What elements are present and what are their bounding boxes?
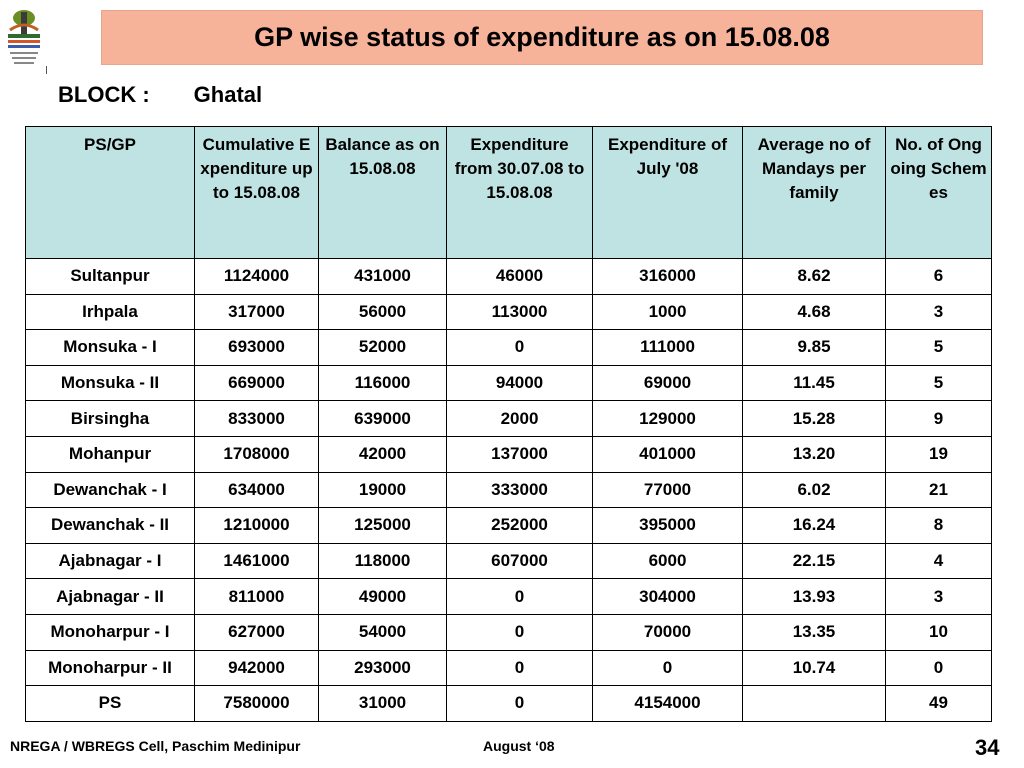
cell-expenditure-july: 111000 — [593, 330, 743, 366]
header-avg-mandays: Average no of Mandays per family — [743, 127, 886, 259]
cell-ps-gp: Monoharpur - II — [26, 650, 195, 686]
cell-expenditure-period: 46000 — [447, 259, 593, 295]
cell-ongoing-schemes: 10 — [886, 614, 992, 650]
cell-expenditure-july: 316000 — [593, 259, 743, 295]
cell-cumulative-expenditure: 627000 — [195, 614, 319, 650]
cell-balance: 49000 — [319, 579, 447, 615]
cell-ps-gp: Dewanchak - II — [26, 508, 195, 544]
cell-avg-mandays: 8.62 — [743, 259, 886, 295]
cell-balance: 116000 — [319, 365, 447, 401]
cell-expenditure-period: 137000 — [447, 436, 593, 472]
cell-expenditure-period: 333000 — [447, 472, 593, 508]
cell-expenditure-period: 252000 — [447, 508, 593, 544]
cell-ongoing-schemes: 3 — [886, 579, 992, 615]
cell-ongoing-schemes: 49 — [886, 686, 992, 722]
cell-expenditure-period: 113000 — [447, 294, 593, 330]
table-row — [26, 365, 992, 401]
table-row — [26, 401, 992, 437]
cell-expenditure-period: 0 — [447, 686, 593, 722]
cell-avg-mandays: 4.68 — [743, 294, 886, 330]
expenditure-table — [25, 126, 992, 722]
cell-expenditure-period: 2000 — [447, 401, 593, 437]
cell-avg-mandays: 22.15 — [743, 543, 886, 579]
block-label: BLOCK : — [58, 82, 150, 107]
cell-balance: 54000 — [319, 614, 447, 650]
cell-cumulative-expenditure: 1124000 — [195, 259, 319, 295]
cell-ongoing-schemes: 19 — [886, 436, 992, 472]
cell-ps-gp: Monoharpur - I — [26, 614, 195, 650]
cell-ps-gp: Sultanpur — [26, 259, 195, 295]
cell-expenditure-period: 0 — [447, 579, 593, 615]
table-row — [26, 508, 992, 544]
table-row — [26, 436, 992, 472]
cell-expenditure-july: 401000 — [593, 436, 743, 472]
cell-cumulative-expenditure: 1210000 — [195, 508, 319, 544]
nrega-logo — [2, 4, 46, 70]
footer-organization: NREGA / WBREGS Cell, Paschim Medinipur — [10, 738, 301, 754]
cell-expenditure-july: 395000 — [593, 508, 743, 544]
cell-balance: 431000 — [319, 259, 447, 295]
cell-expenditure-july: 77000 — [593, 472, 743, 508]
cell-cumulative-expenditure: 669000 — [195, 365, 319, 401]
cell-ongoing-schemes: 5 — [886, 330, 992, 366]
table-header-row — [26, 127, 992, 259]
cell-ongoing-schemes: 5 — [886, 365, 992, 401]
cell-balance: 31000 — [319, 686, 447, 722]
header-ongoing-schemes: No. of Ongoing Schemes — [886, 127, 992, 259]
cell-balance: 293000 — [319, 650, 447, 686]
cell-ps-gp: Mohanpur — [26, 436, 195, 472]
cell-balance: 52000 — [319, 330, 447, 366]
logo-divider — [46, 66, 47, 74]
cell-ps-gp: Ajabnagar - II — [26, 579, 195, 615]
cell-cumulative-expenditure: 317000 — [195, 294, 319, 330]
cell-avg-mandays: 11.45 — [743, 365, 886, 401]
table-row — [26, 650, 992, 686]
cell-balance: 42000 — [319, 436, 447, 472]
cell-expenditure-july: 6000 — [593, 543, 743, 579]
table-row — [26, 294, 992, 330]
table-row — [26, 259, 992, 295]
table-row — [26, 472, 992, 508]
cell-expenditure-july: 1000 — [593, 294, 743, 330]
cell-cumulative-expenditure: 1708000 — [195, 436, 319, 472]
header-cumulative-expenditure: Cumulative Expenditure upto 15.08.08 — [195, 127, 319, 259]
cell-ps-gp: Irhpala — [26, 294, 195, 330]
cell-avg-mandays: 13.35 — [743, 614, 886, 650]
cell-cumulative-expenditure: 942000 — [195, 650, 319, 686]
cell-cumulative-expenditure: 634000 — [195, 472, 319, 508]
header-ps-gp: PS/GP — [26, 127, 195, 259]
cell-avg-mandays: 13.93 — [743, 579, 886, 615]
cell-expenditure-july: 0 — [593, 650, 743, 686]
cell-expenditure-period: 94000 — [447, 365, 593, 401]
cell-avg-mandays: 16.24 — [743, 508, 886, 544]
cell-ps-gp: Monsuka - I — [26, 330, 195, 366]
cell-expenditure-july: 70000 — [593, 614, 743, 650]
cell-cumulative-expenditure: 833000 — [195, 401, 319, 437]
page-title: GP wise status of expenditure as on 15.08.08 — [101, 10, 983, 65]
cell-ps-gp: Ajabnagar - I — [26, 543, 195, 579]
block-value: Ghatal — [193, 82, 263, 107]
cell-cumulative-expenditure: 1461000 — [195, 543, 319, 579]
cell-avg-mandays — [743, 686, 886, 722]
cell-cumulative-expenditure: 811000 — [195, 579, 319, 615]
cell-balance: 56000 — [319, 294, 447, 330]
cell-expenditure-july: 129000 — [593, 401, 743, 437]
cell-ongoing-schemes: 3 — [886, 294, 992, 330]
cell-avg-mandays: 13.20 — [743, 436, 886, 472]
table-row — [26, 543, 992, 579]
cell-ps-gp: PS — [26, 686, 195, 722]
cell-avg-mandays: 6.02 — [743, 472, 886, 508]
cell-expenditure-period: 0 — [447, 614, 593, 650]
cell-expenditure-period: 0 — [447, 650, 593, 686]
cell-expenditure-july: 69000 — [593, 365, 743, 401]
cell-cumulative-expenditure: 7580000 — [195, 686, 319, 722]
footer-date: August ‘08 — [483, 738, 555, 754]
cell-balance: 118000 — [319, 543, 447, 579]
cell-expenditure-period: 607000 — [447, 543, 593, 579]
cell-ongoing-schemes: 21 — [886, 472, 992, 508]
header-balance: Balance as on 15.08.08 — [319, 127, 447, 259]
cell-avg-mandays: 9.85 — [743, 330, 886, 366]
page-number: 34 — [975, 735, 1000, 760]
cell-balance: 639000 — [319, 401, 447, 437]
cell-cumulative-expenditure: 693000 — [195, 330, 319, 366]
cell-expenditure-july: 4154000 — [593, 686, 743, 722]
cell-expenditure-july: 304000 — [593, 579, 743, 615]
cell-balance: 125000 — [319, 508, 447, 544]
table-row — [26, 614, 992, 650]
cell-ps-gp: Birsingha — [26, 401, 195, 437]
header-expenditure-period: Expenditure from 30.07.08 to 15.08.08 — [447, 127, 593, 259]
cell-ps-gp: Monsuka - II — [26, 365, 195, 401]
cell-ongoing-schemes: 4 — [886, 543, 992, 579]
cell-ongoing-schemes: 9 — [886, 401, 992, 437]
cell-expenditure-period: 0 — [447, 330, 593, 366]
table-row — [26, 686, 992, 722]
cell-ps-gp: Dewanchak - I — [26, 472, 195, 508]
cell-ongoing-schemes: 6 — [886, 259, 992, 295]
cell-avg-mandays: 10.74 — [743, 650, 886, 686]
cell-avg-mandays: 15.28 — [743, 401, 886, 437]
cell-ongoing-schemes: 0 — [886, 650, 992, 686]
block-info — [58, 82, 262, 108]
cell-ongoing-schemes: 8 — [886, 508, 992, 544]
table-row — [26, 330, 992, 366]
cell-balance: 19000 — [319, 472, 447, 508]
header-expenditure-july: Expenditure of July '08 — [593, 127, 743, 259]
table-row — [26, 579, 992, 615]
